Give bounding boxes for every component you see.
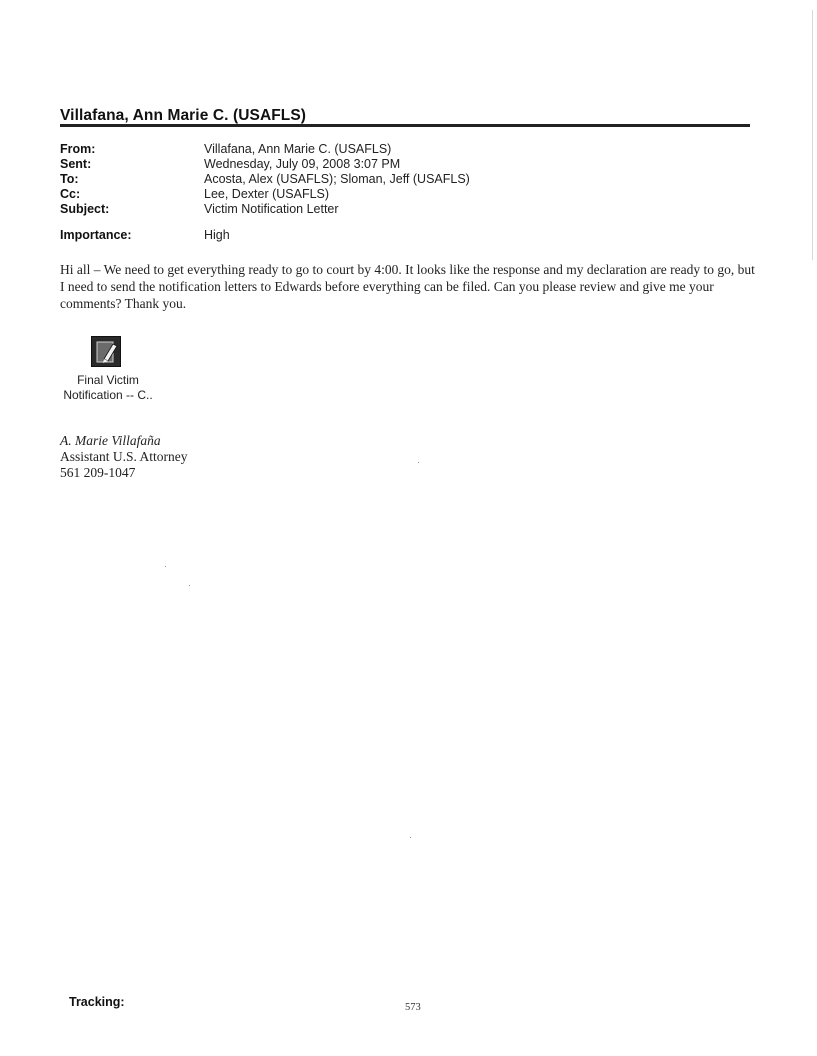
signature-block bbox=[60, 433, 188, 481]
signature-name: A. Marie Villafaña bbox=[60, 433, 161, 448]
header-subject-label: Subject: bbox=[60, 202, 110, 216]
importance-row bbox=[60, 228, 230, 242]
attachment-name-line2: Notification -- C.. bbox=[63, 388, 153, 402]
header-subject-row bbox=[60, 202, 470, 217]
attachment-name-line1: Final Victim bbox=[77, 373, 139, 387]
email-header bbox=[60, 142, 470, 217]
header-subject-value: Victim Notification Letter bbox=[204, 202, 339, 216]
page-edge-line bbox=[812, 10, 813, 260]
header-from-label: From: bbox=[60, 142, 96, 156]
email-body: Hi all – We need to get everything ready to go to court by 4:00. It looks like the response and my declaration are ready to go, but I need to send the notification letters to Edwards before everything can be filed. Can you please review and give me your comments? Thank you. bbox=[60, 262, 755, 311]
page-number: 573 bbox=[405, 1002, 421, 1013]
header-sent-label: Sent: bbox=[60, 157, 92, 171]
sender-title: Villafana, Ann Marie C. (USAFLS) bbox=[60, 107, 307, 124]
signature-phone: 561 209-1047 bbox=[60, 465, 136, 480]
header-cc-value: Lee, Dexter (USAFLS) bbox=[204, 187, 330, 201]
header-to-label: To: bbox=[60, 172, 79, 186]
header-sent-value: Wednesday, July 09, 2008 3:07 PM bbox=[204, 157, 401, 171]
scan-speck bbox=[189, 585, 190, 586]
scan-speck bbox=[418, 462, 419, 463]
scan-speck bbox=[165, 566, 166, 567]
header-cc-row bbox=[60, 187, 470, 202]
header-to-row bbox=[60, 172, 470, 187]
title-divider bbox=[60, 124, 750, 127]
header-from-value: Villafana, Ann Marie C. (USAFLS) bbox=[204, 142, 392, 156]
header-sent-row bbox=[60, 157, 470, 172]
tracking-label: Tracking: bbox=[69, 995, 125, 1009]
importance-label: Importance: bbox=[60, 228, 132, 242]
importance-value: High bbox=[204, 228, 230, 242]
document-pen-icon[interactable] bbox=[91, 336, 121, 367]
attachment-name[interactable] bbox=[58, 373, 158, 403]
scan-speck bbox=[410, 837, 411, 838]
header-to-value: Acosta, Alex (USAFLS); Sloman, Jeff (USAFLS) bbox=[204, 172, 470, 186]
header-cc-label: Cc: bbox=[60, 187, 81, 201]
header-from-row bbox=[60, 142, 470, 157]
signature-title: Assistant U.S. Attorney bbox=[60, 449, 188, 464]
